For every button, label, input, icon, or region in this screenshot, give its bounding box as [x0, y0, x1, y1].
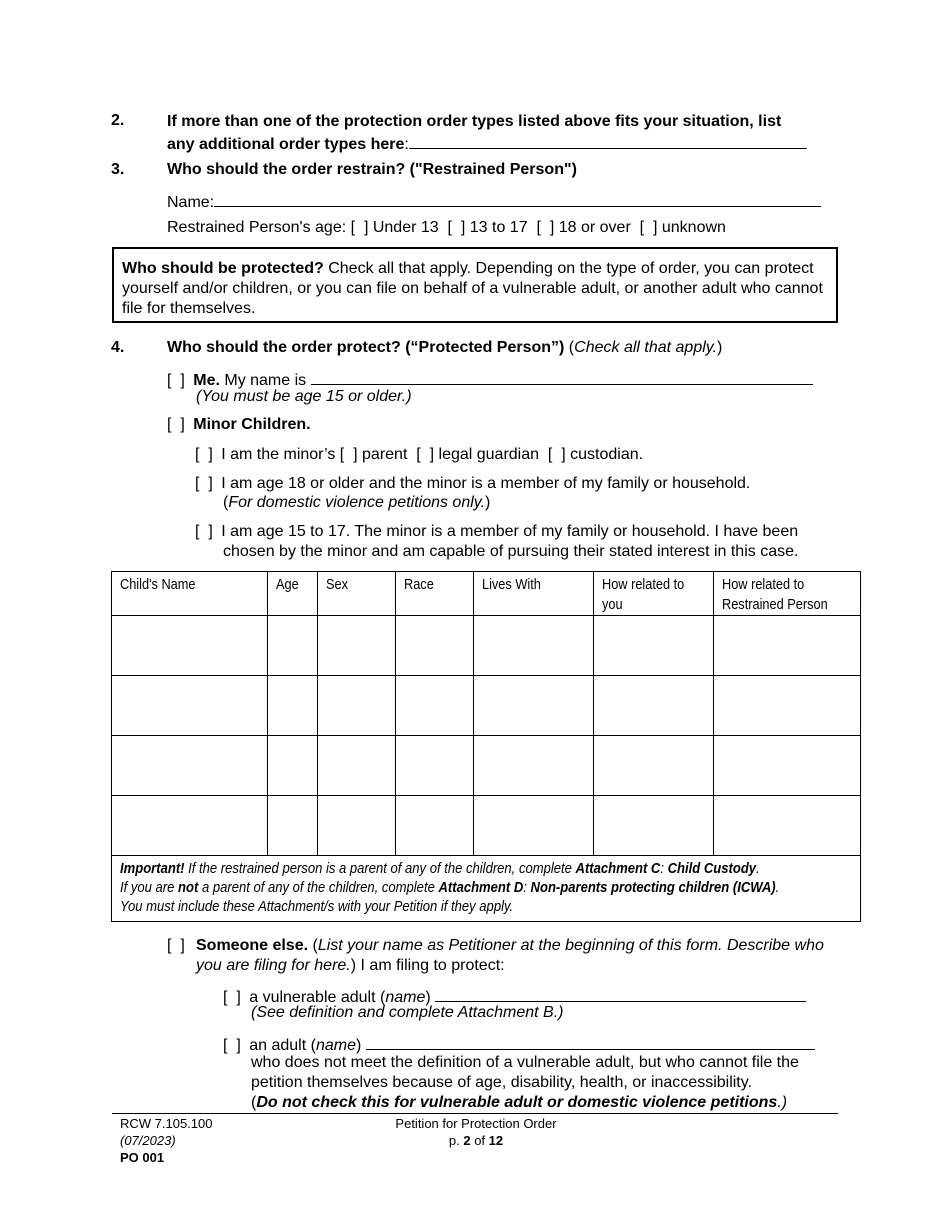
- item4-heading: [167, 339, 722, 357]
- me-label: Me.: [193, 372, 220, 389]
- infobox-title: Who should be protected?: [122, 260, 324, 277]
- not-emphasis: not: [178, 880, 199, 896]
- paren: ): [425, 989, 431, 1006]
- cell-input[interactable]: [112, 616, 268, 676]
- name-label: Name:: [167, 194, 215, 211]
- vulnerable-adult-checkbox[interactable]: [ ]: [223, 989, 241, 1006]
- restrained-name-field[interactable]: [214, 190, 821, 207]
- note-line3: You must include these Attachment/s with your Petition if they apply.: [120, 899, 514, 915]
- cell-input[interactable]: [714, 616, 861, 676]
- someone-else-checkbox[interactable]: [ ]: [167, 937, 185, 954]
- cell-input[interactable]: [317, 676, 395, 736]
- cell-input[interactable]: [714, 796, 861, 856]
- paren: ): [355, 1037, 362, 1054]
- footer-center: [376, 1115, 576, 1149]
- item2-line2-text: any additional order types here: [167, 136, 405, 153]
- item4-paren: ): [717, 339, 723, 356]
- page-of: of: [470, 1133, 489, 1148]
- footer-left: [120, 1115, 213, 1166]
- footer-title: Petition for Protection Order: [395, 1116, 557, 1131]
- me-checkbox[interactable]: [ ]: [167, 372, 185, 389]
- someone-else-option: [167, 936, 837, 976]
- note-text: If the restrained person is a parent of any of the children, complete: [184, 861, 576, 877]
- header-text: Sex: [325, 577, 348, 593]
- someone-else-instruction: List your name as Petitioner at the beginning of this form. Describe who you are filing for here.: [196, 937, 824, 974]
- col-header-childs-name: [112, 572, 268, 616]
- children-table: [111, 571, 861, 922]
- vulnerable-adult-name-field[interactable]: [435, 985, 806, 1002]
- who-protected-infobox: [112, 247, 838, 323]
- table-row: [112, 736, 861, 796]
- item-number: 2.: [111, 112, 125, 129]
- item2-question: [167, 112, 807, 155]
- paren: ): [485, 494, 491, 511]
- minor-chosen-text-line2: chosen by the minor and am capable of pursuing their stated interest in this case.: [223, 543, 799, 560]
- header-text: Lives With: [482, 577, 541, 593]
- cell-input[interactable]: [395, 616, 473, 676]
- minor-chosen-checkbox[interactable]: [ ]: [195, 523, 213, 540]
- age-unknown-checkbox[interactable]: [ ] unknown: [639, 219, 726, 236]
- item4-heading-text: Who should the order protect? (“Protected Person”): [167, 339, 565, 356]
- header-text: Race: [403, 577, 434, 593]
- me-text: My name is: [224, 372, 307, 389]
- minor-children-label: Minor Children.: [193, 416, 311, 433]
- minor-household-checkbox[interactable]: [ ]: [195, 475, 213, 492]
- cell-input[interactable]: [317, 736, 395, 796]
- col-header-related-to-you: [593, 572, 714, 616]
- age-18-over-checkbox[interactable]: [ ] 18 or over: [536, 219, 631, 236]
- cell-input[interactable]: [395, 796, 473, 856]
- page-number: 2: [463, 1133, 471, 1148]
- important-label: Important!: [120, 861, 185, 877]
- note-line1: [120, 860, 760, 879]
- minor-relation-text: I am the minor’s [ ] parent [ ] legal guardian [ ] custodian.: [221, 446, 644, 463]
- minor-chosen-text: I am age 15 to 17. The minor is a member of my family or household. I have been: [221, 523, 799, 540]
- cell-input[interactable]: [112, 796, 268, 856]
- item-number: 4.: [111, 339, 125, 356]
- vulnerable-adult-note: (See definition and complete Attachment B.): [251, 1004, 564, 1021]
- cell-input[interactable]: [395, 736, 473, 796]
- cell-input[interactable]: [317, 616, 395, 676]
- age-label: Restrained Person's age:: [167, 219, 347, 236]
- header-text: Child's Name: [120, 577, 196, 593]
- cell-input[interactable]: [268, 796, 318, 856]
- paren: (: [223, 494, 229, 511]
- my-name-field[interactable]: [311, 368, 813, 385]
- adult-option: [223, 1033, 815, 1055]
- table-row: [112, 676, 861, 736]
- item4-paren: (: [564, 339, 575, 356]
- adult-desc-line1: who does not meet the definition of a vulnerable adult, but who cannot file the: [251, 1054, 799, 1071]
- cell-input[interactable]: [268, 736, 318, 796]
- table-note-row: [112, 856, 861, 922]
- cell-input[interactable]: [268, 676, 318, 736]
- age-under-13-checkbox[interactable]: [ ] Under 13: [350, 219, 439, 236]
- table-row: [112, 796, 861, 856]
- adult-label: an adult (: [249, 1037, 316, 1054]
- restrained-age-row: [167, 219, 726, 237]
- paren: (: [308, 937, 318, 954]
- page-prefix: p.: [448, 1133, 464, 1148]
- minor-chosen-option: [195, 523, 798, 541]
- someone-else-label: Someone else.: [196, 937, 309, 954]
- item2-colon: :: [404, 136, 409, 153]
- minor-household-text: I am age 18 or older and the minor is a member of my family or household.: [221, 475, 751, 492]
- table-header-row: [112, 572, 861, 616]
- icwa-title: Non-parents protecting children (ICWA): [530, 880, 776, 896]
- minor-household-note: [223, 494, 490, 512]
- attachment-c: Attachment C: [575, 861, 661, 877]
- cell-input[interactable]: [714, 676, 861, 736]
- item2-line2: [167, 132, 807, 155]
- cell-input[interactable]: [474, 736, 594, 796]
- note-text: :: [660, 861, 668, 877]
- cell-input[interactable]: [112, 676, 268, 736]
- cell-input[interactable]: [474, 616, 594, 676]
- col-header-related-to-restrained: [714, 572, 861, 616]
- cell-input[interactable]: [395, 676, 473, 736]
- footer-date: (07/2023): [120, 1133, 176, 1148]
- minor-household-option: [195, 475, 750, 493]
- note-line2: [120, 879, 779, 898]
- cell-input[interactable]: [317, 796, 395, 856]
- note-text: :: [523, 880, 531, 896]
- paren: (: [251, 1094, 257, 1111]
- item4-instruction: Check all that apply.: [574, 339, 718, 356]
- footer-rcw: RCW 7.105.100: [120, 1116, 213, 1131]
- infobox-text: Check all that apply. Depending on the type of order, you can protect yourself and/or children, or you can file on behalf of a vulnerable adult, or another adult who cannot file for themselves.: [122, 260, 823, 317]
- note-text: .: [756, 861, 760, 877]
- col-header-lives-with: [474, 572, 594, 616]
- someone-else-text: [196, 936, 837, 976]
- cell-input[interactable]: [593, 676, 714, 736]
- child-custody: Child Custody: [667, 861, 757, 877]
- attachment-note: [112, 856, 861, 922]
- cell-input[interactable]: [593, 796, 714, 856]
- minor-relation-option: [195, 446, 643, 464]
- header-text: How related to you: [601, 577, 684, 613]
- me-age-note: (You must be age 15 or older.): [196, 388, 412, 405]
- col-header-race: [395, 572, 473, 616]
- cell-input[interactable]: [714, 736, 861, 796]
- name-hint: name: [315, 1037, 356, 1054]
- adult-desc-line2: petition themselves because of age, disability, health, or inaccessibility.: [251, 1074, 753, 1091]
- col-header-age: [268, 572, 318, 616]
- note-text: a parent of any of the children, complete: [198, 880, 439, 896]
- item3-heading: Who should the order restrain? ("Restrained Person"): [167, 161, 577, 178]
- item2-line1: If more than one of the protection order types listed above fits your situation, list: [167, 113, 782, 130]
- name-hint: name: [385, 989, 426, 1006]
- col-header-sex: [317, 572, 395, 616]
- paren: .): [777, 1094, 788, 1111]
- cell-input[interactable]: [112, 736, 268, 796]
- footer-divider: [112, 1113, 838, 1114]
- adult-desc-line3: [251, 1093, 799, 1113]
- cell-input[interactable]: [593, 616, 714, 676]
- footer-form-number: PO 001: [120, 1150, 165, 1165]
- someone-else-rest: ) I am filing to protect:: [350, 957, 505, 974]
- item-number: 3.: [111, 161, 125, 178]
- adult-name-field[interactable]: [366, 1033, 815, 1050]
- adult-checkbox[interactable]: [ ]: [223, 1037, 241, 1054]
- adult-warning: Do not check this for vulnerable adult or domestic violence petitions: [256, 1094, 778, 1111]
- page-total: 12: [488, 1133, 504, 1148]
- cell-input[interactable]: [474, 796, 594, 856]
- minor-children-checkbox[interactable]: [ ]: [167, 416, 185, 433]
- me-option: [167, 368, 827, 390]
- restrained-name-row: [167, 190, 821, 212]
- table-row: [112, 616, 861, 676]
- age-13-17-checkbox[interactable]: [ ] 13 to 17: [447, 219, 528, 236]
- additional-order-types-field[interactable]: [409, 132, 807, 149]
- cell-input[interactable]: [268, 616, 318, 676]
- attachment-d: Attachment D: [438, 880, 524, 896]
- vulnerable-adult-label: a vulnerable adult (: [249, 989, 386, 1006]
- header-text: How related to Restrained Person: [722, 577, 829, 613]
- cell-input[interactable]: [593, 736, 714, 796]
- note-text: .: [775, 880, 780, 896]
- header-text: Age: [276, 577, 299, 593]
- footer-page: [376, 1132, 576, 1149]
- cell-input[interactable]: [474, 676, 594, 736]
- note-text: If you are: [120, 880, 179, 896]
- dv-only-note: For domestic violence petitions only.: [228, 494, 486, 511]
- adult-description: [251, 1053, 799, 1113]
- minor-relation-checkbox[interactable]: [ ]: [195, 446, 213, 463]
- minor-children-option: [167, 416, 311, 434]
